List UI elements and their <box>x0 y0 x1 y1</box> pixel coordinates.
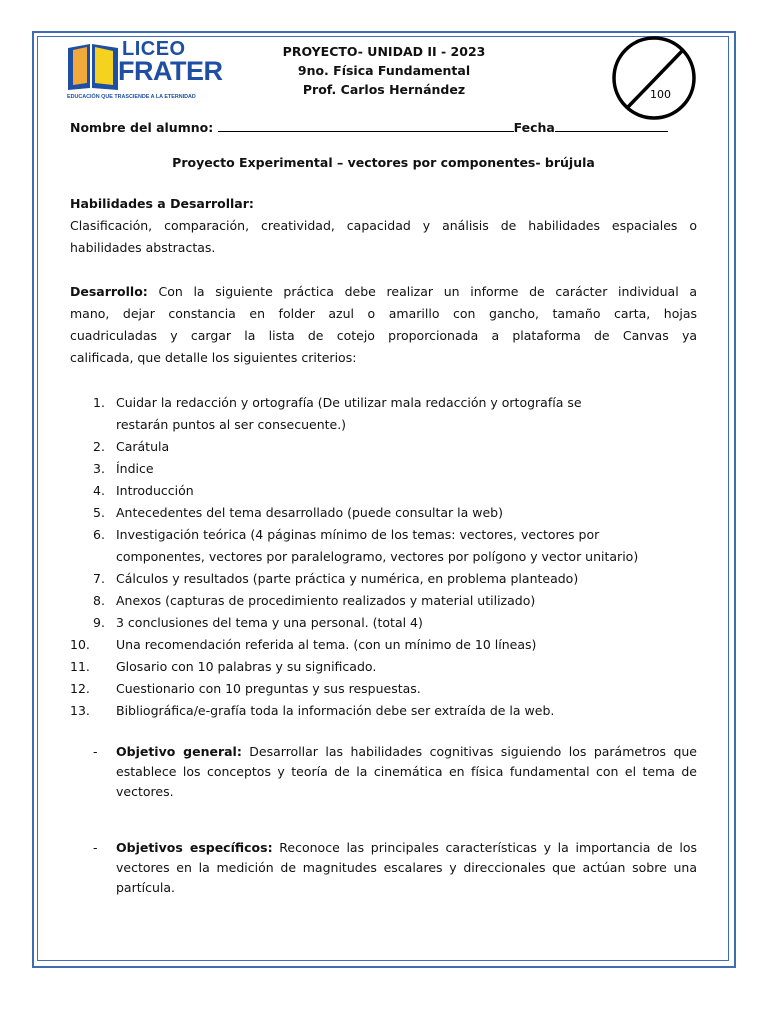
book-icon <box>66 38 122 94</box>
document-header <box>200 42 568 99</box>
bullet-dash: - <box>93 744 98 759</box>
logo-word-liceo: LICEO <box>122 38 186 60</box>
grade-badge <box>611 36 697 120</box>
general-objective-label: Objetivo general: <box>116 744 242 759</box>
grade-circle-slash <box>611 36 697 120</box>
specific-objectives <box>70 838 697 898</box>
list-item: 1. Cuidar la redacción y ortografía (De utilizar mala redacción y ortografía se restarán puntos al ser consecuente.) <box>93 395 582 432</box>
development-label: Desarrollo: <box>70 284 148 299</box>
list-item: 13. Bibliográfica/e-grafía toda la información debe ser extraída de la web. <box>70 703 555 718</box>
bullet-dash: - <box>93 840 98 855</box>
development-line3: cuadriculadas y cargar la lista de cotejo proporcionada a plataforma de Canvas ya <box>70 328 697 343</box>
grade-score: 100 <box>650 88 671 101</box>
header-course-line: 9no. Física Fundamental <box>297 63 471 78</box>
development-line2: mano, dejar constancia en folder azul o amarillo con gancho, tamaño carta, hojas <box>70 306 697 321</box>
list-item: 4. Introducción <box>93 483 194 498</box>
school-logo <box>66 38 223 104</box>
specific-objectives-text: Reconoce las principales características y la importancia de los vectores en la medición de magnitudes escalares y direccionales que actúan sobre una partícula. <box>116 840 697 895</box>
project-title: Proyecto Experimental – vectores por componentes- brújula <box>172 155 595 170</box>
skills-text-line1: Clasificación, comparación, creatividad, capacidad y análisis de habilidades espaciales o <box>70 218 697 233</box>
development-line1 <box>70 281 697 303</box>
logo-tagline: EDUCACIÓN QUE TRASCIENDE A LA ETERNIDAD <box>67 94 196 100</box>
general-objective-text: Desarrollar las habilidades cognitivas siguiendo los parámetros que establece los conceptos y teoría de la cinemática en física fundamental con el tema de vectores. <box>116 744 697 799</box>
list-item: 11. Glosario con 10 palabras y su significado. <box>70 659 377 674</box>
specific-objectives-label: Objetivos específicos: <box>116 840 273 855</box>
development-text-1: Con la siguiente práctica debe realizar un informe de carácter individual a <box>158 284 697 299</box>
header-project-line: PROYECTO- UNIDAD II - 2023 <box>282 44 486 59</box>
skills-heading: Habilidades a Desarrollar: <box>70 196 254 211</box>
list-item: 3. Índice <box>93 461 154 476</box>
list-item: 8. Anexos (capturas de procedimiento realizados y material utilizado) <box>93 593 536 608</box>
student-name-label: Nombre del alumno: <box>70 120 214 135</box>
list-item: 12. Cuestionario con 10 preguntas y sus respuestas. <box>70 681 421 696</box>
date-label: Fecha <box>513 120 555 135</box>
list-item: 9. 3 conclusiones del tema y una personal. (total 4) <box>93 615 423 630</box>
criteria-list <box>70 392 697 722</box>
logo-word-frater: FRATER <box>118 56 223 86</box>
student-info-line <box>70 119 668 135</box>
development-line4: calificada, que detalle los siguientes criterios: <box>70 350 357 365</box>
skills-text-line2: habilidades abstractas. <box>70 240 216 255</box>
list-item: 2. Carátula <box>93 439 170 454</box>
list-item: 10. Una recomendación referida al tema. (con un mínimo de 10 líneas) <box>70 637 537 652</box>
header-teacher-line: Prof. Carlos Hernández <box>302 82 466 97</box>
list-item: 5. Antecedentes del tema desarrollado (puede consultar la web) <box>93 505 503 520</box>
list-item: 6. Investigación teórica (4 páginas mínimo de los temas: vectores, vectores por componentes, vectores por paralelogramo, vectores por polígono y vector unitario) <box>93 527 639 564</box>
list-item: 7. Cálculos y resultados (parte práctica y numérica, en problema planteado) <box>93 571 579 586</box>
student-name-field[interactable] <box>218 119 514 132</box>
general-objective <box>70 742 697 802</box>
date-field[interactable] <box>555 119 668 132</box>
